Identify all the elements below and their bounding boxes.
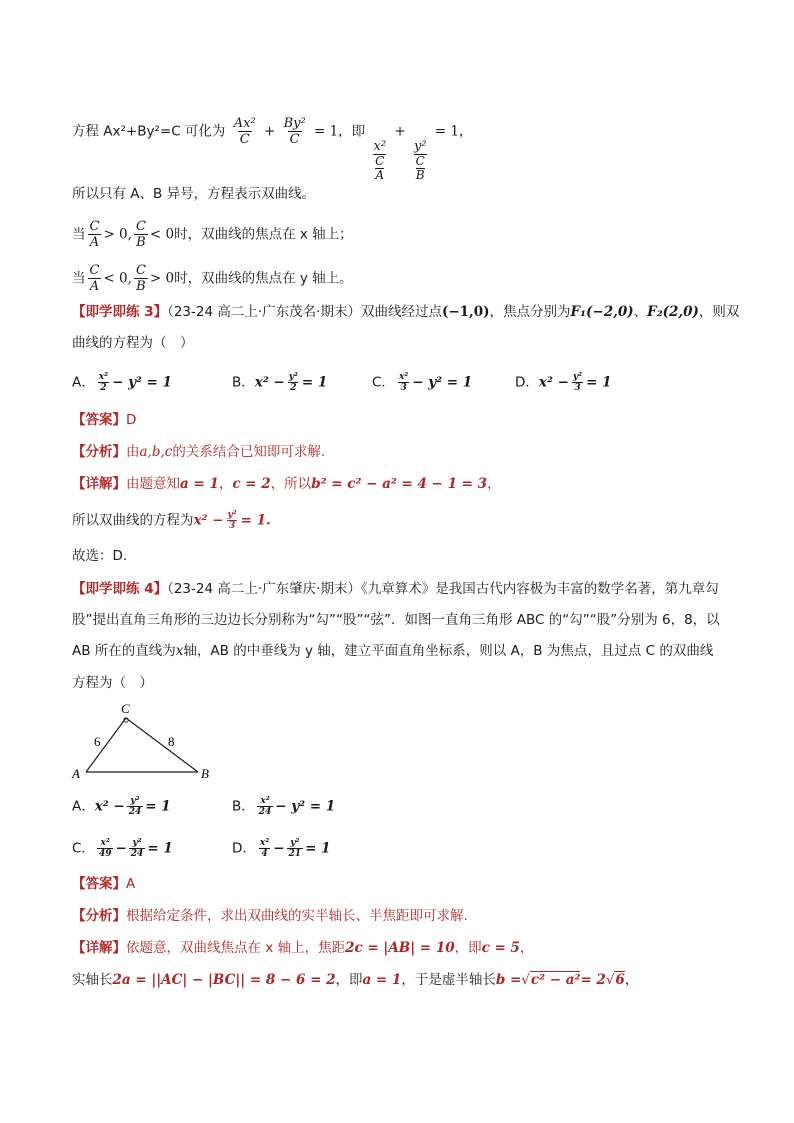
detail-4: 【详解】依题意，双曲线焦点在 x 轴上，焦距2c = |AB| = 10，即c = 5，	[72, 940, 534, 956]
side-ac	[86, 718, 126, 772]
option-c[interactable]: C． $\frac{\text{x²}}{49}$ − $\frac{\text{y²}}{24}$ = 1	[72, 838, 173, 859]
question-tag: 【即学即练 4】	[72, 581, 168, 597]
analysis-4: 【分析】根据给定条件，求出双曲线的实半轴长、半焦距即可求解.	[72, 908, 468, 924]
vertex-label-b: B	[201, 766, 209, 781]
question-3-stem-line2: 曲线的方程为（ ）	[72, 335, 194, 351]
detail-3-conclusion: 所以双曲线的方程为x² − $\frac{\text{y²}}{3}$ = 1.	[72, 510, 271, 531]
question-4-stem-line4: 方程为（ ）	[72, 675, 153, 691]
paragraph-opposite-signs: 所以只有 A、B 异号，方程表示双曲线。	[72, 186, 316, 202]
option-c[interactable]: C． $\frac{\text{x²}}{3}$ − y² = 1	[372, 372, 473, 393]
option-a[interactable]: A．x² − $\frac{\text{y²}}{24}$ = 1	[72, 796, 171, 817]
side-label-6: 6	[94, 734, 101, 749]
question-4-stem-line3: AB 所在的直线为x轴，AB 的中垂线为 y 轴，建立平面直角坐标系，则以 A，B 为焦点，且过点 C 的双曲线	[72, 643, 714, 659]
question-3-stem: 【即学即练 3】（23-24 高二上·广东茂名·期末）双曲线经过点(−1,0)，焦点分别为F₁(−2,0)、F₂(2,0)，则双	[72, 304, 740, 320]
analysis-3: 【分析】由a,b,c的关系结合已知即可求解.	[72, 444, 326, 460]
fraction-ax2-over-c: $\frac{\text{Ax²}}{C}$	[233, 116, 256, 147]
choose-3: 故选：D.	[72, 548, 128, 564]
equation-transform-line: 方程 Ax²+By²=C 可化为 $\frac{\text{Ax²}}{C}$ + $\frac{\text{By²}}{C}$ = 1，即 $\frac{\text{x²}}{\frac{C}{A}}$ + $\frac{\text{y²}}{\frac{C}{B}}$ = 1，	[72, 116, 473, 182]
condition-x-axis: 当 $\frac{C}{A}$ > 0, $\frac{C}{B}$ < 0时，双曲线的焦点在 x 轴上；	[72, 219, 353, 250]
detail-3: 【详解】由题意知a = 1，c = 2，所以b² = c² − a² = 4 − 1 = 3，	[72, 476, 501, 492]
question-4-stem-line2: 股”提出直角三角形的三边边长分别称为“勾”“股”“弦”．如图一直角三角形 ABC 的“勾”“股”分别为 6，8，以	[72, 612, 720, 628]
option-d[interactable]: D．x² − $\frac{\text{y²}}{3}$ = 1	[515, 372, 612, 393]
answer-3: 【答案】D	[72, 412, 137, 428]
fraction-y2-over-c-b: $\frac{\text{y²}}{\frac{C}{B}}$	[413, 138, 427, 182]
answer-4: 【答案】A	[72, 876, 136, 892]
option-d[interactable]: D． $\frac{\text{x²}}{4}$ − $\frac{\text{y²}}{21}$ = 1	[232, 838, 331, 859]
vertex-label-a: A	[72, 766, 80, 781]
vertex-label-c: C	[121, 701, 130, 716]
question-tag: 【即学即练 3】	[72, 304, 168, 320]
option-b[interactable]: B． $\frac{\text{x²}}{24}$ − y² = 1	[232, 796, 336, 817]
triangle-figure	[66, 698, 226, 784]
question-4-stem: 【即学即练 4】（23-24 高二上·广东肇庆·期末）《九章算术》是我国古代内容极为丰富的数学名著，第九章勾	[72, 581, 719, 597]
detail-4-continued: 实轴长2a = ||AC| − |BC|| = 8 − 6 = 2，即a = 1，于是虚半轴长b =√c² − a²= 2√6，	[72, 972, 639, 988]
condition-y-axis: 当 $\frac{C}{A}$ < 0, $\frac{C}{B}$ > 0时，双曲线的焦点在 y 轴上。	[72, 263, 353, 294]
side-cb	[126, 718, 198, 772]
option-a[interactable]: A． $\frac{\text{x²}}{2}$ − y² = 1	[72, 372, 172, 393]
side-label-8: 8	[168, 734, 175, 749]
option-b[interactable]: B．x² − $\frac{\text{y²}}{2}$ = 1	[232, 372, 328, 393]
fraction-by2-over-c: $\frac{\text{By²}}{C}$	[283, 116, 306, 147]
fraction-x2-over-c-a: $\frac{\text{x²}}{\frac{C}{A}}$	[373, 138, 387, 182]
